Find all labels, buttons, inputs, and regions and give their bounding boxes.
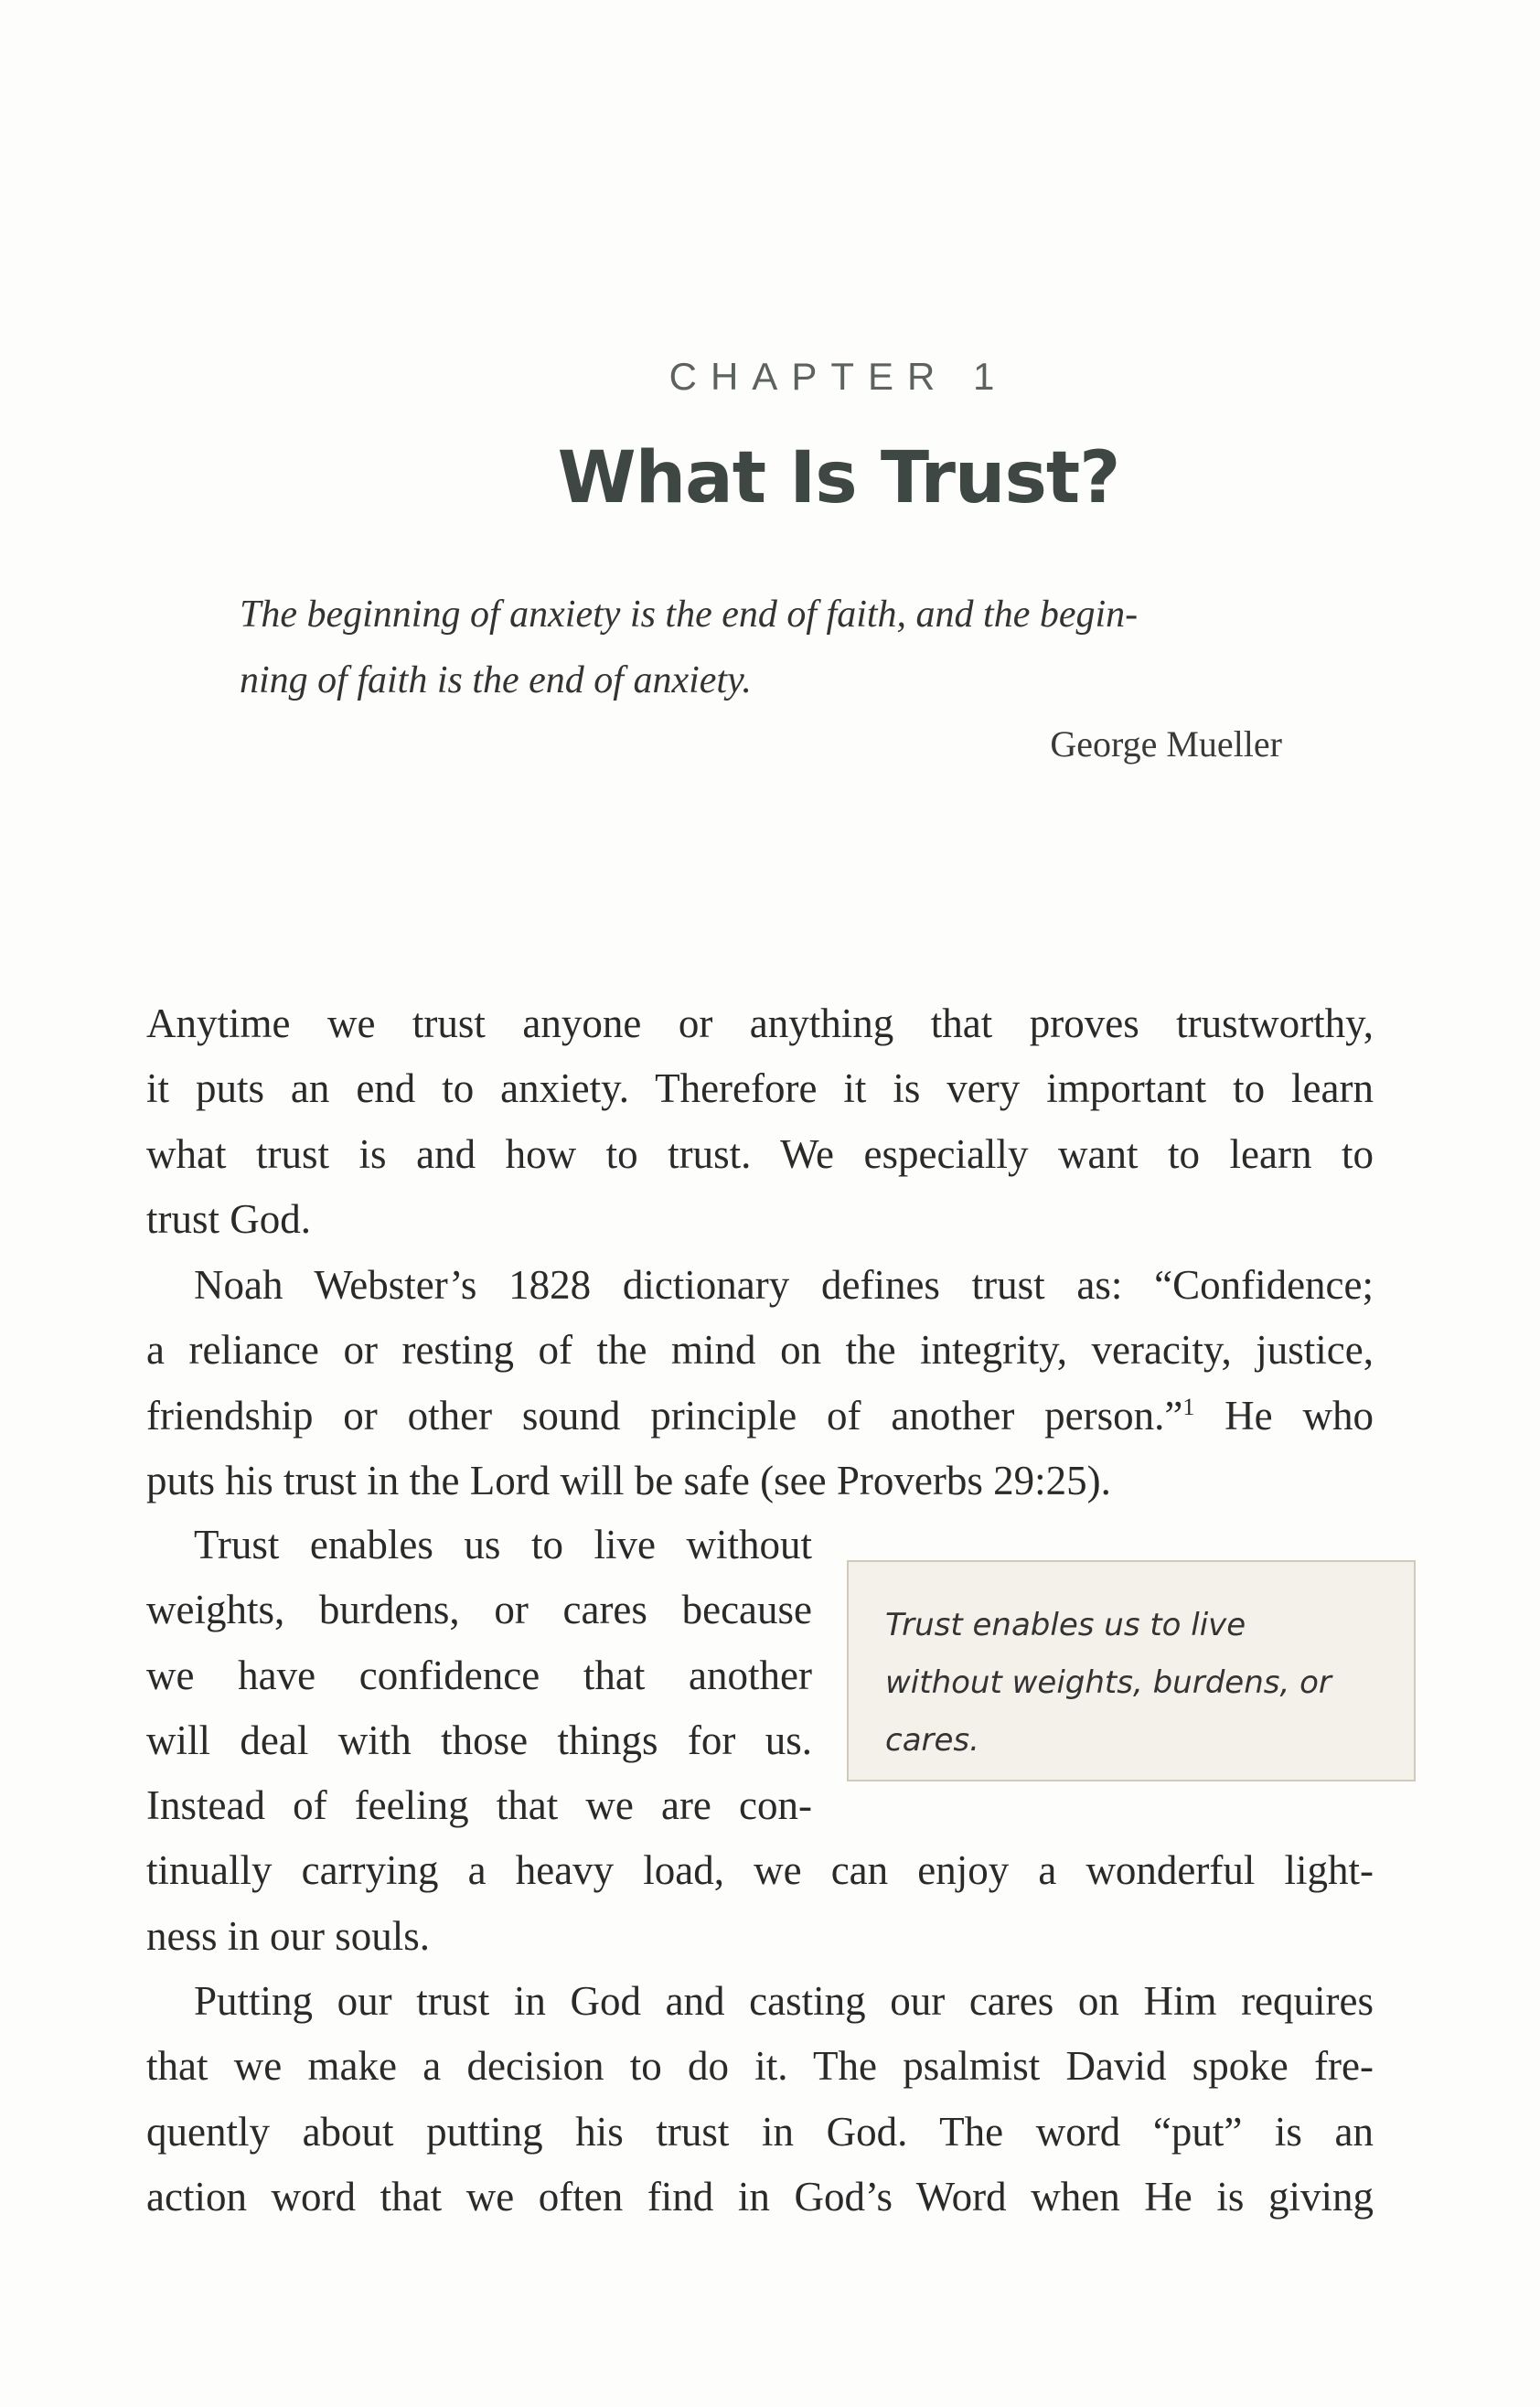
text-line: that we make a decision to do it. The psalmist David spoke fre- bbox=[146, 2043, 1374, 2090]
chapter-label: CHAPTER 1 bbox=[668, 355, 1009, 398]
text-line: puts his trust in the Lord will be safe (see Proverbs 29:25). bbox=[146, 1457, 1111, 1503]
pull-quote-line: cares. bbox=[885, 1722, 979, 1759]
text-line: Anytime we trust anyone or anything that proves trustworthy, bbox=[146, 1000, 1374, 1046]
paragraph-1 bbox=[146, 991, 1374, 1252]
text-fragment: friendship or other sound principle of another person.” bbox=[146, 1392, 1183, 1439]
text-line: quently about putting his trust in God. The word “put” is an bbox=[146, 2108, 1374, 2155]
epigraph-line: ning of faith is the end of anxiety. bbox=[240, 659, 752, 701]
pull-quote-line: Trust enables us to live bbox=[885, 1607, 1246, 1643]
epigraph-line: The beginning of anxiety is the end of faith, and the begin- bbox=[240, 594, 1139, 636]
footnote-ref: 1 bbox=[1182, 1393, 1195, 1420]
text-line: action word that we often find in God’s Word when He is giving bbox=[146, 2173, 1374, 2220]
text-line: what trust is and how to trust. We especially want to learn to bbox=[146, 1130, 1374, 1177]
pull-quote-box bbox=[847, 1560, 1416, 1781]
text-line: we have confidence that another bbox=[146, 1652, 812, 1698]
text-line-with-footnote bbox=[146, 1384, 1374, 1449]
text-line: ness in our souls. bbox=[146, 1912, 431, 1959]
text-line: weights, burdens, or cares because bbox=[146, 1587, 812, 1633]
text-line: tinually carrying a heavy load, we can enjoy a wonderful light- bbox=[146, 1847, 1374, 1894]
epigraph-attribution: George Mueller bbox=[1050, 723, 1282, 765]
text-line: will deal with those things for us. bbox=[146, 1717, 812, 1763]
text-line: Noah Webster’s 1828 dictionary defines trust as: “Confidence; bbox=[194, 1262, 1374, 1308]
text-line: it puts an end to anxiety. Therefore it is very important to learn bbox=[146, 1065, 1374, 1112]
pull-quote-line: without weights, burdens, or bbox=[885, 1664, 1331, 1701]
paragraph-4 bbox=[146, 1969, 1374, 2230]
text-line: Trust enables us to live without bbox=[194, 1522, 812, 1567]
chapter-title: What Is Trust? bbox=[557, 437, 1120, 519]
text-line: Instead of feeling that we are con- bbox=[146, 1782, 812, 1829]
epigraph bbox=[240, 582, 1291, 713]
text-line: Putting our trust in God and casting our cares on Him requires bbox=[194, 1978, 1374, 2024]
text-line: a reliance or resting of the mind on the integrity, veracity, justice, bbox=[146, 1327, 1374, 1374]
text-fragment: He who bbox=[1194, 1392, 1374, 1439]
paragraph-2 bbox=[146, 1253, 1374, 1514]
text-line: trust God. bbox=[146, 1195, 311, 1242]
